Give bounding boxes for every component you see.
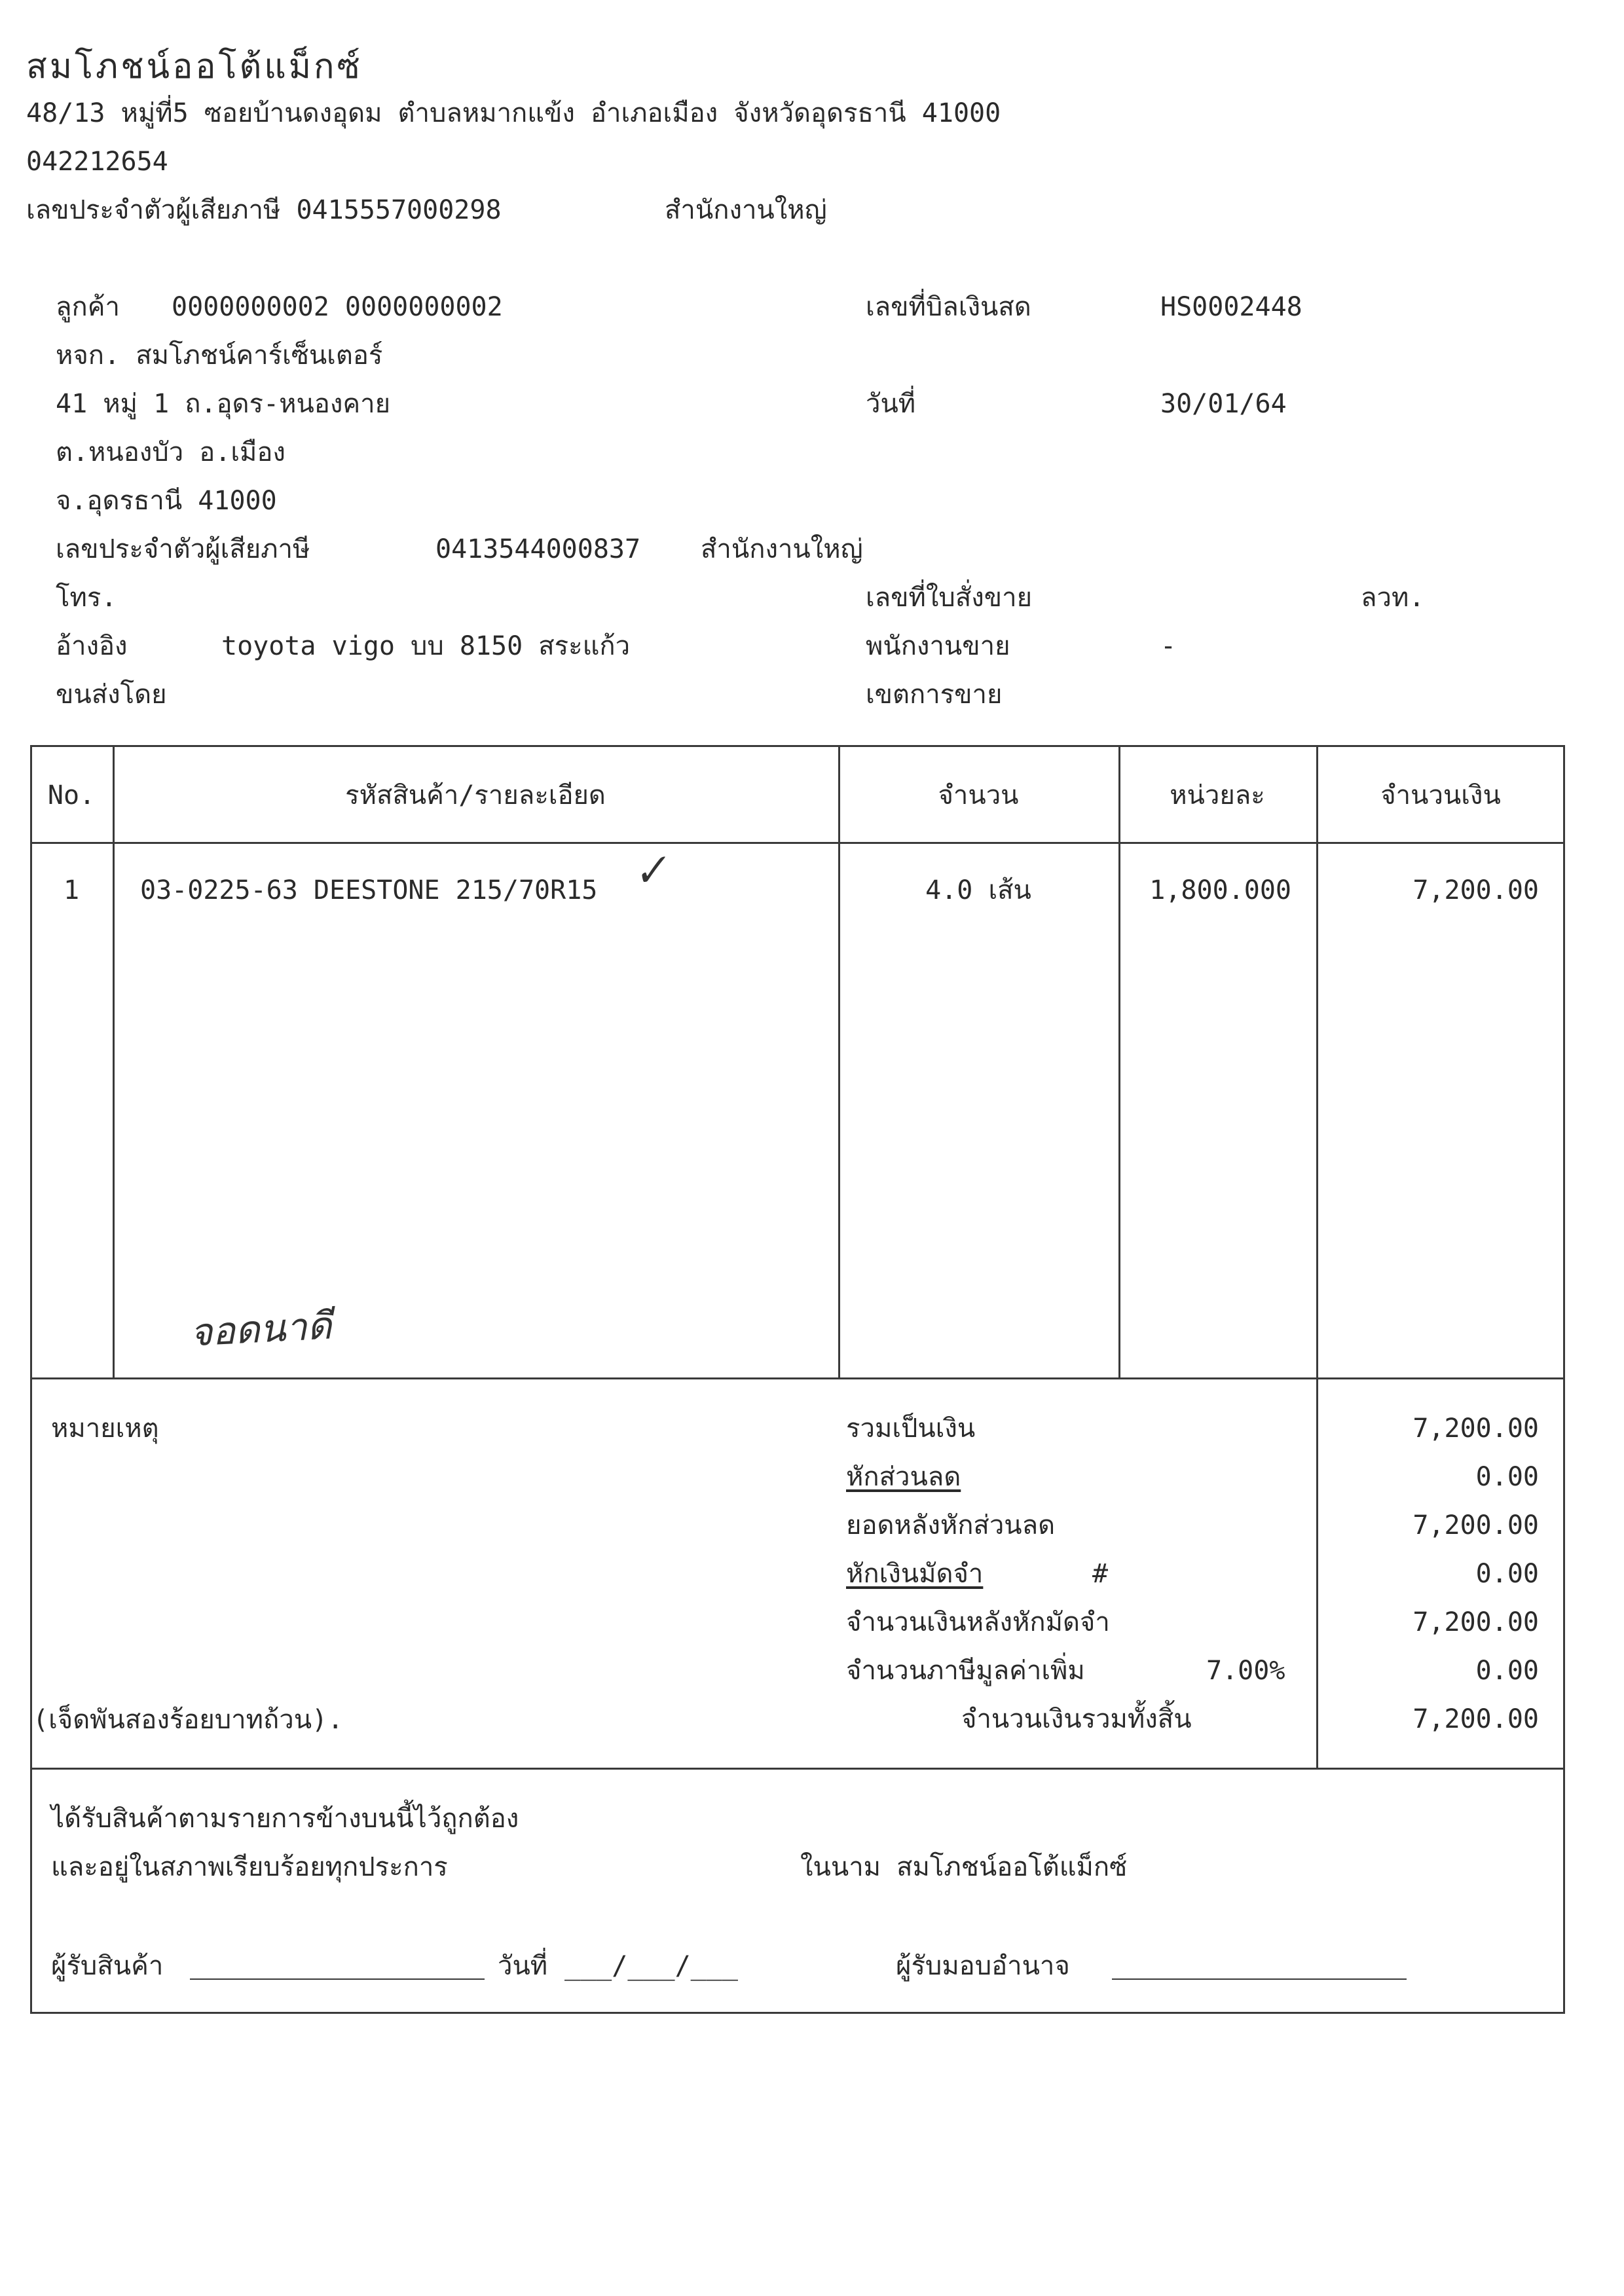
amount-in-words: (เจ็ดพันสองร้อยบาทถ้วน).	[33, 1705, 344, 1735]
customer-ref-value: toyota vigo บบ 8150 สระแก้ว	[221, 631, 631, 661]
company-branch: สำนักงานใหญ่	[665, 195, 827, 225]
sales-area-label: เขตการขาย	[866, 680, 1003, 710]
summary-label-vat: จำนวนภาษีมูลค่าเพิ่ม	[846, 1656, 1085, 1686]
table-body-divider	[30, 1377, 1565, 1379]
header-no: No.	[47, 780, 96, 811]
received-line-2: และอยู่ในสภาพเรียบร้อยทุกประการ	[51, 1852, 448, 1882]
header-unit-price: หน่วยละ	[1170, 780, 1265, 811]
customer-phone-label: โทร.	[56, 583, 117, 613]
summary-label-discount: หักส่วนลด	[846, 1462, 961, 1492]
header-desc: รหัสสินค้า/รายละเอียด	[345, 780, 606, 811]
receive-date-blank: ___/___/___	[564, 1951, 738, 1981]
customer-tax-id: 0413544000837	[435, 534, 641, 564]
summary-label-deposit: หักเงินมัดจำ	[846, 1559, 984, 1589]
authorized-signature-line	[1112, 1978, 1407, 1980]
header-amount: จำนวนเงิน	[1380, 780, 1501, 811]
col-divider-qty	[1118, 745, 1120, 1379]
receiver-label: ผู้รับสินค้า	[51, 1951, 164, 1981]
summary-label-after-deposit: จำนวนเงินหลังหักมัดจำ	[846, 1607, 1110, 1637]
row-no: 1	[63, 875, 80, 905]
col-divider-desc	[838, 745, 840, 1379]
company-phone: 042212654	[26, 147, 168, 177]
summary-value-discount: 0.00	[1475, 1462, 1539, 1492]
summary-footer-divider	[30, 1768, 1565, 1770]
date-label: วันที่	[866, 389, 916, 419]
summary-label-grand-total: จำนวนเงินรวมทั้งสิ้น	[961, 1704, 1192, 1734]
summary-value-after-discount: 7,200.00	[1412, 1510, 1539, 1540]
order-no-value: ลวท.	[1361, 583, 1425, 613]
company-tax-id: เลขประจำตัวผู้เสียภาษี 0415557000298	[26, 195, 502, 225]
summary-label-after-discount: ยอดหลังหักส่วนลด	[846, 1510, 1056, 1540]
row-qty: 4.0 เส้น	[925, 875, 1031, 905]
customer-name: หจก. สมโภชน์คาร์เซ็นเตอร์	[56, 340, 383, 371]
row-desc: 03-0225-63 DEESTONE 215/70R15	[140, 875, 598, 905]
handwritten-note: จอดนาดี	[189, 1303, 333, 1355]
summary-value-after-deposit: 7,200.00	[1412, 1607, 1539, 1637]
invoice-date: 30/01/64	[1160, 389, 1287, 419]
salesperson: -	[1160, 631, 1177, 661]
customer-tax-branch: สำนักงานใหญ่	[701, 534, 863, 564]
customer-ship-label: ขนส่งโดย	[56, 680, 167, 710]
customer-label: ลูกค้า	[56, 292, 120, 322]
receiver-signature-line	[190, 1978, 485, 1980]
remarks-label: หมายเหตุ	[51, 1413, 159, 1444]
customer-tax-label: เลขประจำตัวผู้เสียภาษี	[56, 534, 310, 564]
customer-address-2: ต.หนองบัว อ.เมือง	[56, 437, 286, 467]
col-divider-no	[113, 745, 115, 1379]
summary-value-grand-total: 7,200.00	[1412, 1704, 1539, 1734]
bill-no: HS0002448	[1160, 292, 1302, 322]
checkmark-icon: ✓	[629, 845, 671, 898]
vat-rate: 7.00%	[1206, 1656, 1285, 1686]
summary-value-subtotal: 7,200.00	[1412, 1413, 1539, 1444]
authorized-label: ผู้รับมอบอำนาจ	[896, 1951, 1070, 1981]
customer-codes: 0000000002 0000000002	[172, 292, 503, 322]
company-name: สมโภชน์ออโต้แม็กซ์	[26, 47, 363, 86]
received-line-1: ได้รับสินค้าตามรายการข้างบนนี้ไว้ถูกต้อง	[51, 1804, 519, 1834]
salesperson-label: พนักงานขาย	[866, 631, 1010, 661]
company-address: 48/13 หมู่ที่5 ซอยบ้านดงอุดม ตำบลหมากแข้ง อำเภอเมือง จังหวัดอุดรธานี 41000	[26, 98, 1001, 128]
header-qty: จำนวน	[938, 780, 1019, 811]
row-unit-price: 1,800.000	[1149, 875, 1291, 905]
order-no-label: เลขที่ใบสั่งขาย	[866, 583, 1033, 613]
summary-label-subtotal: รวมเป็นเงิน	[846, 1413, 976, 1444]
receive-date-label: วันที่	[498, 1951, 548, 1981]
customer-address-3: จ.อุดรธานี 41000	[56, 486, 277, 516]
summary-value-deposit: 0.00	[1475, 1559, 1539, 1589]
customer-address-1: 41 หมู่ 1 ถ.อุดร-หนองคาย	[56, 389, 391, 419]
on-behalf-of: ในนาม สมโภชน์ออโต้แม็กซ์	[800, 1852, 1128, 1882]
bill-no-label: เลขที่บิลเงินสด	[866, 292, 1031, 322]
summary-value-vat: 0.00	[1475, 1656, 1539, 1686]
customer-ref-label: อ้างอิง	[56, 631, 128, 661]
table-header-divider	[30, 842, 1565, 844]
deposit-hash: #	[1092, 1559, 1109, 1589]
row-amount: 7,200.00	[1412, 875, 1539, 905]
